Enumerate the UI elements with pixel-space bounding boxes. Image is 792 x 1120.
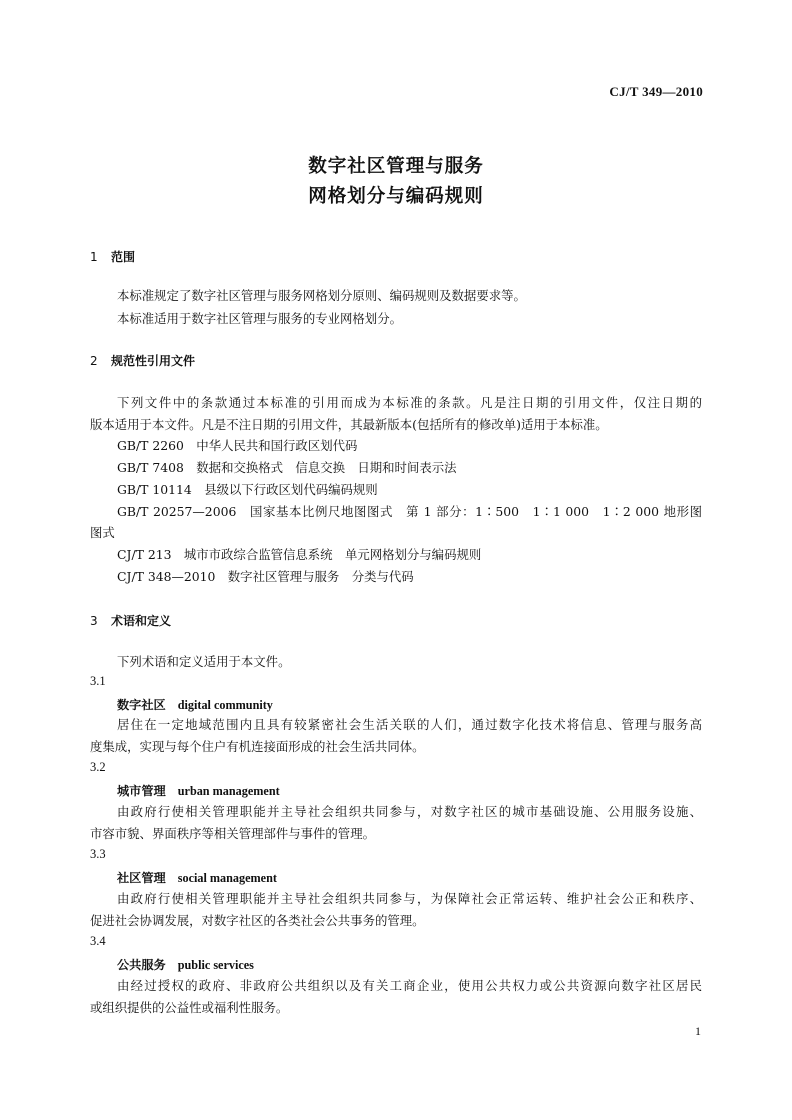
definition-line: 市容市貌、界面秩序等相关管理部件与事件的管理。 [90, 826, 375, 841]
definition-line: 促进社会协调发展，对数字社区的各类社会公共事务的管理。 [90, 913, 425, 928]
term-zh: 城市管理 [117, 784, 166, 798]
section-title: 范围 [111, 250, 136, 264]
clause-number: 3.2 [90, 760, 106, 774]
section-title: 规范性引用文件 [111, 354, 196, 368]
doc-title-line1: 数字社区管理与服务 [308, 156, 484, 177]
term-heading [117, 869, 277, 886]
reference-item: CJ/T 348—2010 数字社区管理与服务 分类与代码 [117, 569, 414, 584]
clause-number: 3.3 [90, 847, 106, 861]
paragraph: 本标准规定了数字社区管理与服务网格划分原则、编码规则及数据要求等。 [117, 288, 526, 303]
standard-code: CJ/T 349—2010 [609, 84, 703, 99]
paragraph: 下列术语和定义适用于本文件。 [117, 654, 291, 669]
reference-item: GB/T 2260 中华人民共和国行政区划代码 [117, 438, 358, 453]
term-heading [117, 696, 273, 713]
reference-item: GB/T 10114 县级以下行政区划代码编码规则 [117, 482, 378, 497]
definition-line: 度集成，实现与每个住户有机连接面形成的社会生活共同体。 [90, 739, 425, 754]
definition-line: 由政府行使相关管理职能并主导社会组织共同参与，为保障社会正常运转、维护社会公正和秩序、 [117, 891, 702, 906]
reference-item: GB/T 7408 数据和交换格式 信息交换 日期和时间表示法 [117, 460, 457, 475]
section-number: 2 [90, 354, 98, 368]
page-number: 1 [695, 1024, 701, 1038]
term-zh: 数字社区 [117, 698, 166, 712]
definition-line: 或组织提供的公益性或福利性服务。 [90, 1000, 289, 1015]
definition-line: 由政府行使相关管理职能并主导社会组织共同参与，对数字社区的城市基础设施、公用服务设施、 [117, 804, 702, 819]
term-heading [117, 782, 280, 799]
section-title: 术语和定义 [111, 614, 172, 628]
section-number: 1 [90, 250, 98, 264]
reference-item-continued: 图式 [90, 525, 115, 540]
term-en: social management [177, 871, 277, 885]
paragraph: 下列文件中的条款通过本标准的引用而成为本标准的条款。凡是注日期的引用文件，仅注日期的 [117, 395, 702, 410]
clause-number: 3.1 [90, 674, 106, 688]
section-number: 3 [90, 614, 98, 628]
reference-item: GB/T 20257—2006 国家基本比例尺地图图式 第 1 部分：1∶500 1∶1 000 1∶2 000 地形图 [117, 504, 702, 519]
clause-number: 3.4 [90, 934, 106, 948]
section-3-heading [90, 612, 171, 629]
term-en: public services [177, 958, 254, 972]
definition-line: 由经过授权的政府、非政府公共组织以及有关工商企业，使用公共权力或公共资源向数字社区居民 [117, 978, 702, 993]
paragraph: 本标准适用于数字社区管理与服务的专业网格划分。 [117, 311, 402, 326]
term-en: urban management [177, 784, 280, 798]
definition-line: 居住在一定地域范围内且具有较紧密社会生活关联的人们，通过数字化技术将信息、管理与服务高 [117, 717, 702, 732]
term-zh: 社区管理 [117, 871, 166, 885]
term-en: digital community [177, 698, 273, 712]
section-2-heading [90, 352, 195, 369]
reference-item: CJ/T 213 城市市政综合监管信息系统 单元网格划分与编码规则 [117, 547, 482, 562]
section-1-heading [90, 248, 135, 265]
term-heading [117, 956, 254, 973]
doc-title-line2: 网格划分与编码规则 [308, 186, 484, 207]
term-zh: 公共服务 [117, 958, 166, 972]
paragraph: 版本适用于本文件。凡是不注日期的引用文件，其最新版本(包括所有的修改单)适用于本标准。 [90, 417, 608, 432]
